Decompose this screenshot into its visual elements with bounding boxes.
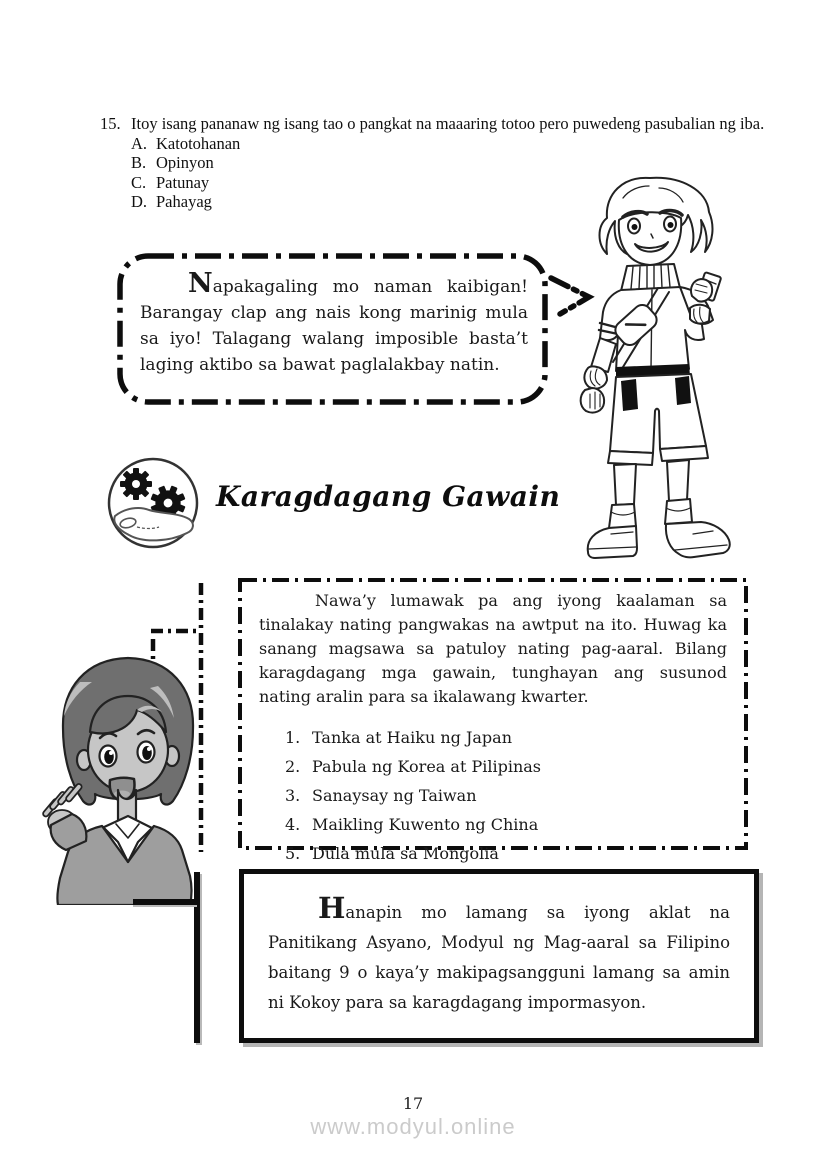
boy-student-illustration [563, 168, 753, 573]
lesson-item [285, 781, 727, 810]
choice-label: Patunay [156, 172, 210, 192]
activities-box [259, 589, 727, 868]
bubble-drop-cap: N [188, 268, 213, 299]
lesson-number: 4. [285, 815, 301, 834]
choice-label: Katotohanan [156, 133, 241, 153]
section-title: Karagdagang Gawain [216, 480, 561, 513]
activities-intro: Nawa’y lumawak pa ang iyong kaalaman sa tinalakay nating pangwakas na awtput na ito. Huwag ka sanang magsawa sa patuloy nating pag-aaral. Bilang karagdagang mga gawain, tunghayan ang susunod nating aralin para sa ikalawang kwarter. [259, 591, 727, 706]
lesson-title: Dula mula sa Mongolia [312, 844, 499, 863]
lesson-number: 2. [285, 757, 301, 776]
bubble-message: apakagaling mo naman kaibigan! Barangay clap ang nais kong marinig mula sa iyo! Talagang walang imposible basta’t laging aktibo sa bawat paglalakbay natin. [140, 277, 528, 375]
speech-bubble-text [140, 268, 528, 378]
lesson-number: 1. [285, 728, 301, 747]
reference-note-box [239, 869, 759, 1043]
lesson-item [285, 723, 727, 752]
watermark: www.modyul.online [310, 1114, 516, 1139]
lesson-item [285, 752, 727, 781]
question-number: 15. [100, 114, 121, 133]
reference-drop-cap: H [318, 891, 346, 925]
choice-a [131, 134, 768, 154]
choice-label: Pahayag [156, 192, 212, 211]
choice-letter: B. [131, 153, 147, 172]
lesson-number: 5. [285, 844, 301, 863]
choice-letter: D. [131, 192, 148, 211]
lesson-number: 3. [285, 786, 301, 805]
solid-connector-horizontal-line [133, 899, 197, 905]
lesson-title: Sanaysay ng Taiwan [312, 786, 477, 805]
lesson-list [259, 723, 727, 868]
choice-letter: C. [131, 172, 147, 192]
reference-note-text [268, 891, 730, 1018]
lesson-item [285, 810, 727, 839]
choice-letter: A. [131, 133, 148, 153]
lesson-title: Maikling Kuwento ng China [312, 815, 539, 834]
lesson-item [285, 839, 727, 868]
page-number: 17 [402, 1094, 424, 1113]
choice-label: Opinyon [156, 153, 214, 172]
gears-in-hand-icon [105, 455, 201, 551]
lesson-title: Tanka at Haiku ng Japan [312, 728, 513, 747]
teacher-illustration [40, 652, 198, 905]
lesson-title: Pabula ng Korea at Pilipinas [312, 757, 541, 776]
solid-connector-vertical-line [194, 872, 200, 1043]
reference-message: anapin mo lamang sa iyong aklat na Panitikang Asyano, Modyul ng Mag-aaral sa Filipino baitang 9 o kaya’y makipagsangguni lamang sa amin ni Kokoy para sa karagdagang impormasyon. [268, 903, 730, 1012]
question-text: Itoy isang pananaw ng isang tao o pangkat na maaaring totoo pero puwedeng pasubalian ng iba. [131, 114, 765, 133]
